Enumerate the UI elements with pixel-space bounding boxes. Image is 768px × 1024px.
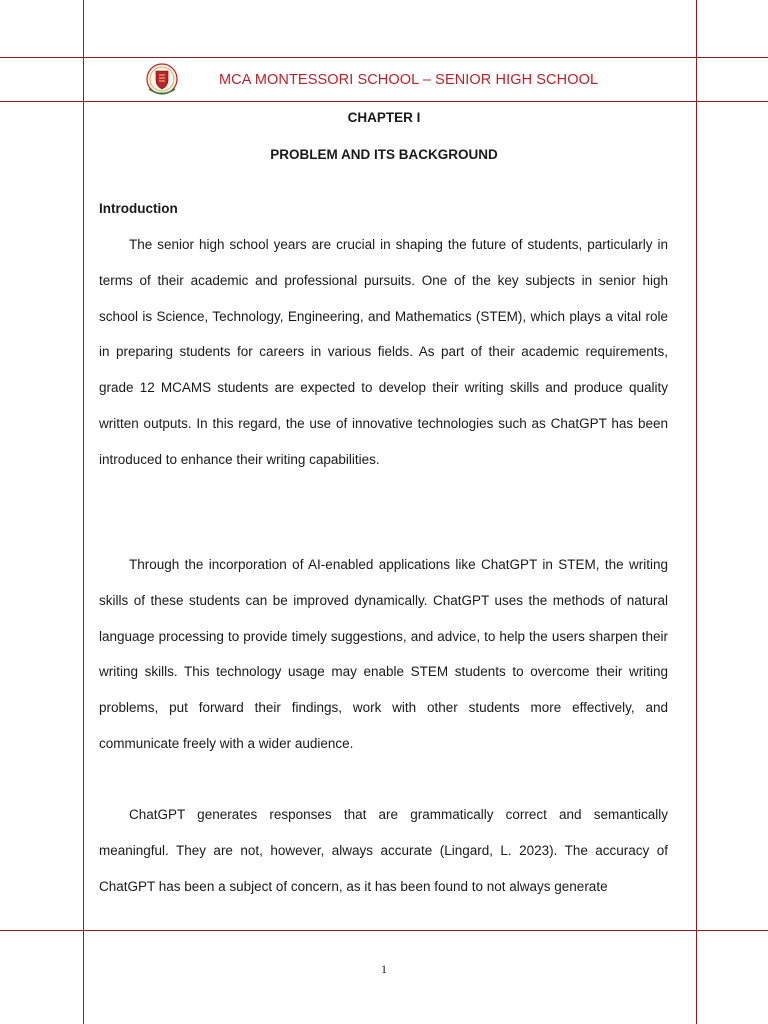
right-margin-rule — [696, 0, 697, 1024]
page-header — [143, 62, 623, 98]
footer-rule — [0, 930, 768, 931]
body-paragraph: The senior high school years are crucial in shaping the future of students, particularly in terms of their academic and professional pursuits. One of the key subjects in senior high school is Science, Technology, Engineering, and Mathematics (STEM), which plays a vital role in preparing students for careers in various fields. As part of their academic requirements, grade 12 MCAMS students are expected to develop their writing skills and produce quality written outputs. In this regard, the use of innovative technologies such as ChatGPT has been introduced to enhance their writing capabilities. — [99, 237, 668, 467]
page-number: 1 — [381, 962, 387, 976]
school-name: MCA MONTESSORI SCHOOL – SENIOR HIGH SCHOOL — [219, 72, 599, 88]
school-seal-icon — [143, 62, 181, 98]
left-margin-rule — [83, 0, 84, 1024]
header-bottom-rule — [0, 101, 768, 102]
section-heading: Introduction — [99, 201, 178, 216]
header-top-rule — [0, 57, 768, 58]
chapter-label: CHAPTER I — [347, 110, 421, 125]
body-paragraph: Through the incorporation of AI-enabled applications like ChatGPT in STEM, the writing skills of these students can be improved dynamically. ChatGPT uses the methods of natural language processing to provide timely suggestions, and advice, to help the users sharpen their writing skills. This technology usage may enable STEM students to overcome their writing problems, put forward their findings, work with other students more effectively, and communicate freely with a wider audience. — [99, 557, 668, 751]
body-paragraph: ChatGPT generates responses that are grammatically correct and semantically meaningful. They are not, however, always accurate (Lingard, L. 2023). The accuracy of ChatGPT has been a subject of concern, as it has been found to not always generate — [99, 807, 668, 894]
chapter-title: PROBLEM AND ITS BACKGROUND — [270, 147, 498, 162]
